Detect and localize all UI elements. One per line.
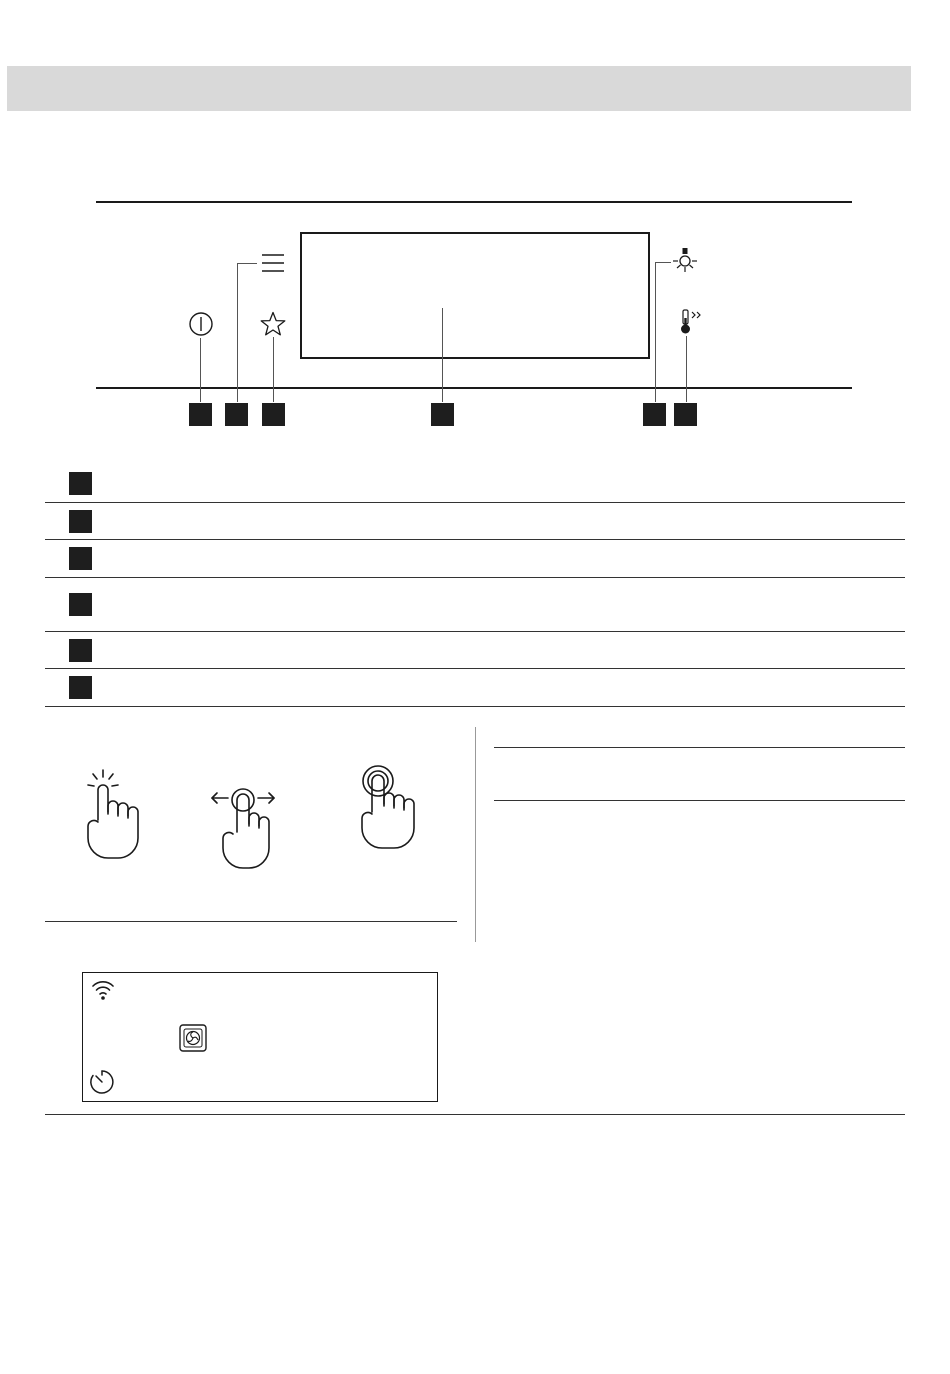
column-divider — [475, 727, 476, 942]
leader-line-menu-h — [237, 263, 257, 264]
legend-number-4 — [69, 593, 92, 616]
legend-number-2 — [69, 510, 92, 533]
menu-icon[interactable] — [261, 252, 285, 274]
status-display-panel — [82, 972, 438, 1102]
callout-1 — [189, 403, 212, 426]
panel-bottom-edge — [96, 387, 852, 389]
legend-divider — [45, 577, 905, 578]
gestures-bottom-rule — [45, 921, 457, 922]
leader-line-fast-heat — [686, 336, 687, 402]
legend-divider — [45, 706, 905, 707]
leader-line-on-off — [200, 338, 201, 402]
leader-line-lamp-v — [655, 262, 656, 402]
display-window — [300, 232, 650, 359]
leader-line-display — [442, 308, 443, 402]
wifi-icon — [91, 979, 115, 1001]
tap-hand-icon — [80, 768, 142, 860]
favourite-star-icon[interactable] — [260, 311, 286, 337]
panel-top-edge — [96, 201, 852, 203]
leader-line-favourite — [273, 337, 274, 402]
lamp-icon[interactable] — [672, 246, 700, 274]
callout-6 — [674, 403, 697, 426]
legend-number-6 — [69, 676, 92, 699]
legend-number-1 — [69, 472, 92, 495]
callout-4 — [431, 403, 454, 426]
right-column-rule-bottom — [494, 800, 905, 801]
legend-number-5 — [69, 639, 92, 662]
legend-divider — [45, 502, 905, 503]
status-section-bottom-rule — [45, 1114, 905, 1115]
on-off-icon[interactable] — [188, 311, 214, 337]
leader-line-menu-v — [237, 263, 238, 402]
legend-divider — [45, 539, 905, 540]
callout-2 — [225, 403, 248, 426]
callout-5 — [643, 403, 666, 426]
legend-number-3 — [69, 547, 92, 570]
legend-divider — [45, 668, 905, 669]
leader-line-lamp-h — [655, 262, 671, 263]
slide-hand-icon — [210, 786, 282, 870]
timer-icon — [88, 1068, 116, 1096]
fast-heat-up-icon[interactable] — [678, 308, 704, 336]
callout-3 — [262, 403, 285, 426]
right-column-rule-top — [494, 747, 905, 748]
legend-divider — [45, 631, 905, 632]
fan-heating-icon — [179, 1024, 207, 1052]
section-header-bar — [7, 66, 911, 111]
press-hold-hand-icon — [356, 764, 418, 852]
